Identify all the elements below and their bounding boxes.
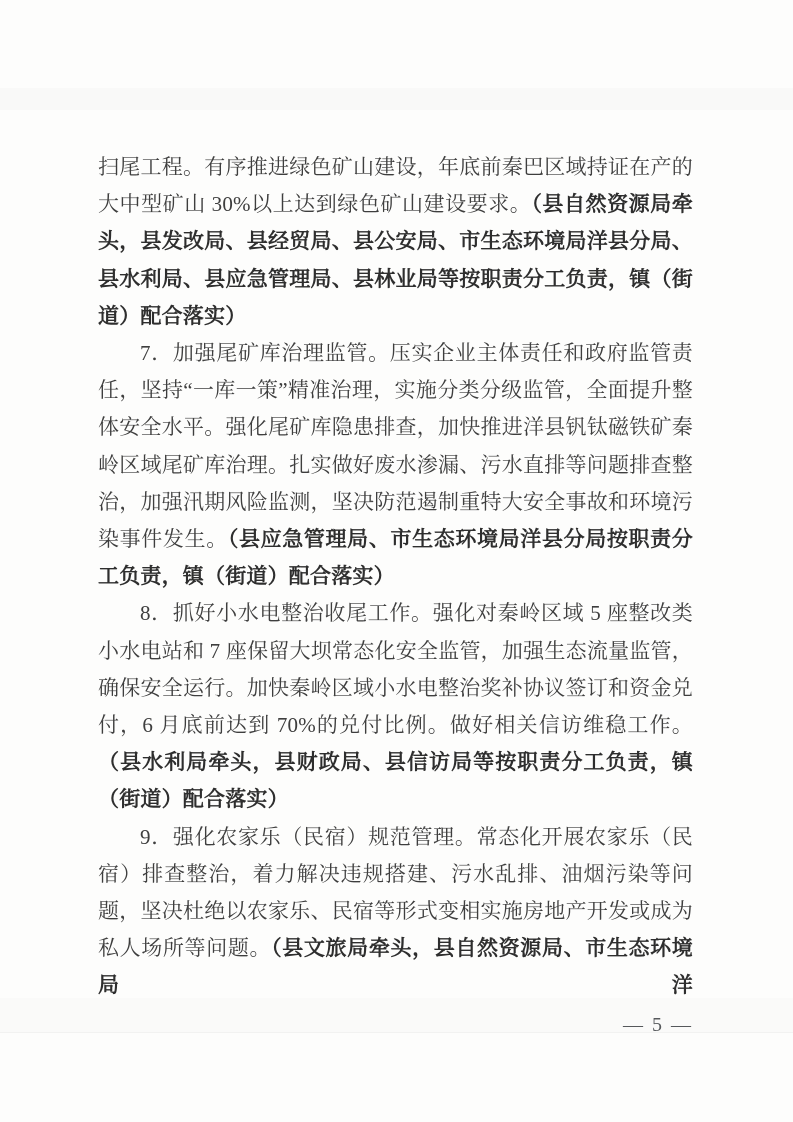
paragraph-text: 7．加强尾矿库治理监管。压实企业主体责任和政府监管责任，坚持“一库一策”精准治理，实施分类分级监管，全面提升整体安全水平。强化尾矿库隐患排查，加快推进洋县钒钛磁铁矿秦岭区域尾矿库治理。扎实做好废水渗漏、污水直排等问题排查整治，加强汛期风险监测，坚决防范遏制重特大安全事故和环境污染事件发生。	[98, 341, 693, 552]
paragraph	[98, 595, 693, 818]
paragraph-text: 9．强化农家乐（民宿）规范管理。常态化开展农家乐（民宿）排查整治，着力解决违规搭建、污水乱排、油烟污染等问题，坚决杜绝以农家乐、民宿等形式变相实施房地产开发或成为私人场所等问题。	[98, 824, 693, 961]
responsibility-assignment-text: （县应急管理局、市生态环境局洋县分局按职责分工负责，镇（街道）配合落实）	[98, 528, 693, 589]
responsibility-assignment-text: （县文旅局牵头，县自然资源局、市生态环境局洋	[98, 937, 693, 998]
paragraph	[98, 149, 693, 335]
paragraph-text: 8．抓好小水电整治收尾工作。强化对秦岭区域 5 座整改类小水电站和 7 座保留大坝常态化安全监管，加强生态流量监管，确保安全运行。加快秦岭区域小水电整治奖补协议签订和资金兑付，6 月底前达到 70%的兑付比例。做好相关信访维稳工作。	[98, 601, 693, 738]
document-body	[98, 149, 693, 1005]
paragraph	[98, 819, 693, 1005]
responsibility-assignment-text: （县自然资源局牵头，县发改局、县经贸局、县公安局、市生态环境局洋县分局、县水利局、县应急管理局、县林业局等按职责分工负责，镇（街道）配合落实）	[98, 193, 693, 328]
scan-artifact-band	[0, 88, 793, 110]
responsibility-assignment-text: （县水利局牵头，县财政局、县信访局等按职责分工负责，镇（街道）配合落实）	[98, 751, 693, 812]
page-number: — 5 —	[623, 1014, 693, 1036]
paragraph	[98, 335, 693, 595]
paragraph-text: 扫尾工程。有序推进绿色矿山建设，年底前秦巴区域持证在产的大中型矿山 30%以上达到绿色矿山建设要求。	[98, 155, 693, 217]
